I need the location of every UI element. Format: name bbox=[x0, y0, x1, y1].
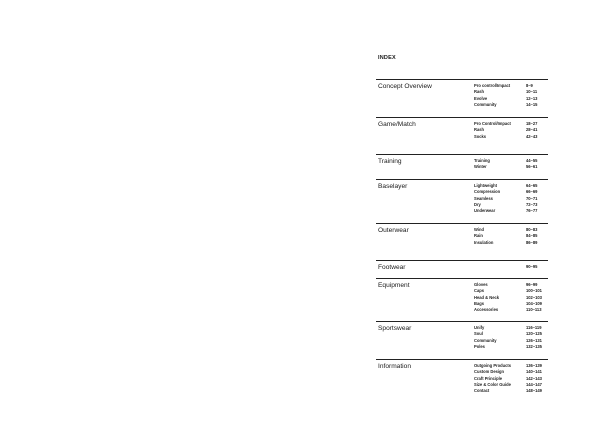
entry-pages: 28–41 bbox=[526, 127, 538, 133]
entry-label: Rain bbox=[474, 233, 483, 239]
entry-pages: 100–101 bbox=[526, 288, 542, 294]
entry-pages: 8–9 bbox=[526, 83, 533, 88]
index-section-outerwear bbox=[376, 223, 548, 260]
entry-label: Outgoing Products bbox=[474, 363, 512, 368]
entry-pages: 66–69 bbox=[526, 189, 538, 195]
entry-pages: 14–15 bbox=[526, 101, 538, 107]
entry-label: Caps bbox=[474, 288, 485, 294]
entry-pages: 126–131 bbox=[526, 337, 542, 343]
entry-pages: 12–13 bbox=[526, 95, 538, 101]
index-entry[interactable] bbox=[474, 388, 548, 394]
section-title[interactable]: Game/Match bbox=[378, 121, 416, 128]
section-title[interactable]: Concept Overview bbox=[378, 83, 432, 90]
entry-pages: 144–147 bbox=[526, 381, 542, 387]
index-section-concept-overview bbox=[376, 79, 548, 117]
entry-pages: 44–55 bbox=[526, 158, 538, 163]
section-item-list bbox=[474, 227, 548, 246]
section-item-list bbox=[474, 363, 548, 394]
entry-label: Seamless bbox=[474, 195, 493, 201]
entry-label: Contact bbox=[474, 388, 490, 394]
entry-label: Unify bbox=[474, 325, 485, 330]
entry-label: Rash bbox=[474, 127, 485, 133]
entry-label: Accessories bbox=[474, 307, 499, 313]
entry-label: Craft Principle bbox=[474, 375, 502, 381]
entry-pages: 104–109 bbox=[526, 300, 542, 306]
entry-pages: 10–11 bbox=[526, 89, 538, 95]
index-section-footwear bbox=[376, 260, 548, 278]
entry-pages: 142–143 bbox=[526, 375, 542, 381]
entry-label: Evolve bbox=[474, 95, 488, 101]
entry-pages: 90–95 bbox=[526, 264, 538, 269]
entry-label: Bags bbox=[474, 300, 485, 306]
entry-label: Pro Control/Impact bbox=[474, 121, 511, 126]
index-entry[interactable] bbox=[474, 307, 548, 313]
section-item-list bbox=[474, 282, 548, 313]
section-item-list bbox=[474, 121, 548, 140]
entry-label: Winter bbox=[474, 164, 487, 170]
entry-pages: 72–73 bbox=[526, 201, 538, 207]
entry-pages: 64–65 bbox=[526, 183, 538, 188]
section-title[interactable]: Footwear bbox=[378, 264, 406, 271]
index-section-baselayer bbox=[376, 179, 548, 223]
index-table bbox=[376, 79, 548, 399]
entry-pages: 110–113 bbox=[526, 307, 542, 313]
index-entry[interactable] bbox=[474, 164, 548, 170]
index-entry[interactable] bbox=[474, 344, 548, 350]
section-title[interactable]: Baselayer bbox=[378, 183, 408, 190]
section-item-list bbox=[474, 325, 548, 350]
entry-pages: 42–43 bbox=[526, 133, 538, 139]
entry-label: Rash bbox=[474, 89, 485, 95]
entry-label: Custom Design bbox=[474, 369, 505, 375]
entry-pages: 76–77 bbox=[526, 208, 538, 214]
section-title[interactable]: Sportswear bbox=[378, 325, 412, 332]
entry-label: Lightweight bbox=[474, 183, 497, 188]
section-item-list bbox=[474, 158, 548, 171]
entry-pages: 116–119 bbox=[526, 325, 542, 330]
section-item-list bbox=[474, 183, 548, 214]
index-section-equipment bbox=[376, 278, 548, 321]
entry-label: Underwear bbox=[474, 208, 496, 214]
entry-label: Soul bbox=[474, 331, 483, 337]
entry-pages: 148–149 bbox=[526, 388, 542, 394]
entry-label: Compression bbox=[474, 189, 501, 195]
index-entry[interactable] bbox=[474, 264, 548, 270]
entry-label: Dry bbox=[474, 201, 481, 207]
entry-label: Community bbox=[474, 101, 497, 107]
entry-label: Wind bbox=[474, 227, 484, 232]
index-heading: INDEX bbox=[378, 55, 396, 61]
entry-label: Head & Neck bbox=[474, 294, 500, 300]
entry-pages: 56–61 bbox=[526, 164, 538, 170]
section-title[interactable]: Equipment bbox=[378, 282, 410, 289]
entry-pages: 120–125 bbox=[526, 331, 542, 337]
entry-label: Community bbox=[474, 337, 497, 343]
entry-label: Pro control/Impact bbox=[474, 83, 511, 88]
index-entry[interactable] bbox=[474, 134, 548, 140]
entry-pages: 84–85 bbox=[526, 233, 538, 239]
entry-label: Poles bbox=[474, 343, 485, 349]
index-entry[interactable] bbox=[474, 208, 548, 214]
entry-label: Socks bbox=[474, 133, 487, 139]
entry-label: Training bbox=[474, 158, 490, 163]
section-title[interactable]: Training bbox=[378, 158, 402, 165]
entry-pages: 70–71 bbox=[526, 195, 538, 201]
entry-pages: 132–135 bbox=[526, 343, 542, 349]
entry-pages: 136–139 bbox=[526, 363, 542, 368]
section-item-list bbox=[474, 264, 548, 270]
entry-pages: 96–99 bbox=[526, 282, 538, 287]
section-title[interactable]: Information bbox=[378, 363, 411, 370]
section-title[interactable]: Outerwear bbox=[378, 227, 409, 234]
section-item-list bbox=[474, 83, 548, 108]
index-section-sportswear bbox=[376, 321, 548, 359]
entry-label: Insulation bbox=[474, 239, 494, 245]
entry-pages: 86–89 bbox=[526, 239, 538, 245]
index-entry[interactable] bbox=[474, 102, 548, 108]
entry-pages: 140–141 bbox=[526, 369, 542, 375]
entry-label: Size & Color Guide bbox=[474, 381, 511, 387]
entry-pages: 102–103 bbox=[526, 294, 542, 300]
index-section-information bbox=[376, 359, 548, 399]
entry-label: Gloves bbox=[474, 282, 488, 287]
index-entry[interactable] bbox=[474, 240, 548, 246]
entry-pages: 80–83 bbox=[526, 227, 538, 232]
index-section-game-match bbox=[376, 117, 548, 154]
entry-pages: 18–27 bbox=[526, 121, 538, 126]
index-section-training bbox=[376, 154, 548, 179]
